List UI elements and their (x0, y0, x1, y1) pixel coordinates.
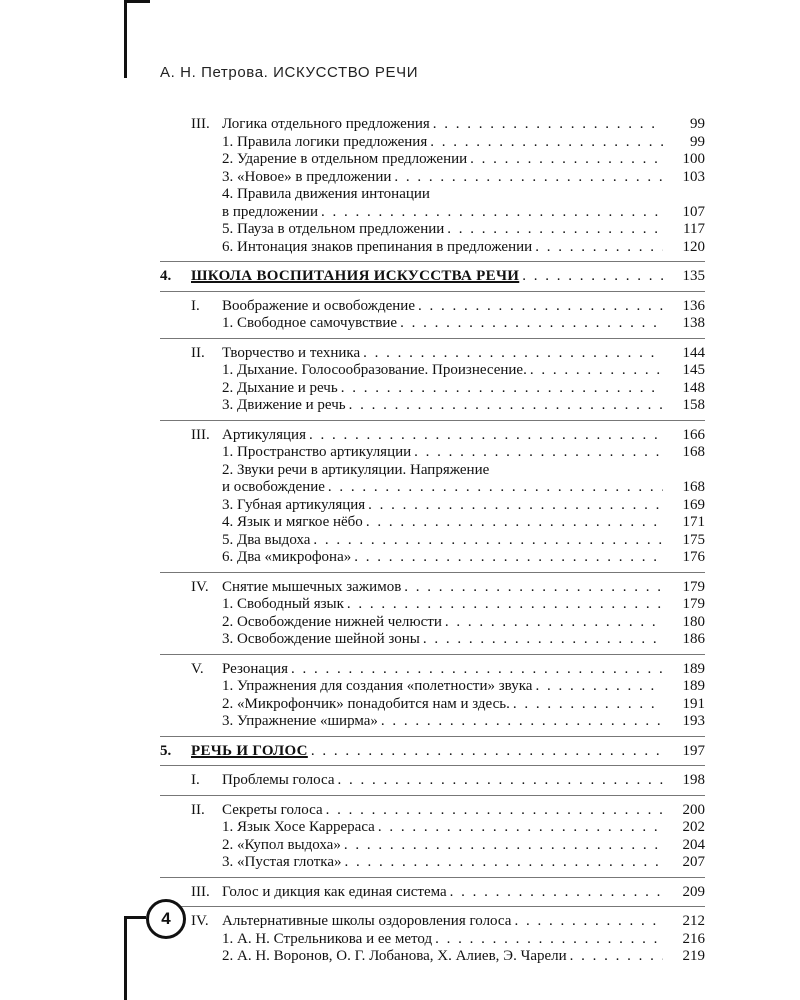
divider (160, 736, 705, 737)
toc-item[interactable] (160, 221, 705, 239)
divider (160, 261, 705, 262)
leader-dots (349, 397, 663, 415)
toc-item-title: 2. Дыхание и речь (222, 379, 338, 396)
toc-page: 120 (682, 238, 705, 255)
leader-dots (400, 315, 663, 333)
toc-page: 219 (682, 948, 705, 964)
toc-section[interactable] (160, 345, 705, 363)
toc-section[interactable] (160, 116, 705, 134)
toc-section-title: Артикуляция (222, 426, 306, 443)
toc-page: 136 (682, 297, 705, 314)
toc-section-title: Снятие мышечных зажимов (222, 578, 402, 595)
leader-dots (326, 802, 663, 820)
leader-dots (513, 696, 663, 714)
toc-page: 171 (682, 514, 705, 530)
toc-item-title: 1. А. Н. Стрельникова и ее метод (222, 930, 433, 947)
toc-page: 193 (682, 713, 705, 729)
leader-dots (291, 661, 663, 679)
toc-section-number: II. (191, 344, 205, 361)
toc-section-title: Голос и дикция как единая система (222, 883, 447, 900)
toc-page: 202 (682, 819, 705, 835)
toc-page: 180 (682, 613, 705, 630)
toc-item-title: 2. Звуки речи в артикуляции. Напряжение (222, 461, 490, 478)
toc-page: 209 (682, 883, 705, 900)
toc-page: 200 (682, 801, 705, 818)
toc-chapter[interactable] (160, 743, 705, 761)
toc-item[interactable] (160, 696, 705, 714)
toc-section[interactable] (160, 772, 705, 790)
toc-item-title: 2. «Купол выдоха» (222, 836, 341, 853)
frame-corner-bottom (124, 916, 127, 1000)
leader-dots (368, 497, 663, 515)
divider (160, 291, 705, 292)
page-number: 4 (161, 909, 171, 928)
leader-dots (338, 772, 664, 790)
toc-item-title: 1. Правила логики предложения (222, 133, 428, 150)
toc-page: 189 (682, 660, 705, 677)
leader-dots (447, 221, 663, 239)
toc-section-number: III. (191, 426, 210, 443)
toc-section-number: IV. (191, 913, 209, 929)
toc-page: 99 (690, 116, 705, 132)
toc-item-continuation[interactable] (160, 479, 705, 497)
toc-section-title: Творчество и техника (222, 344, 361, 361)
toc-item[interactable] (160, 931, 705, 949)
page-number-badge (146, 899, 186, 939)
toc-page: 169 (682, 496, 705, 513)
toc-page: 179 (682, 578, 705, 595)
toc-item[interactable] (160, 596, 705, 614)
toc-page: 191 (682, 695, 705, 712)
toc-item-title: 5. Пауза в отдельном предложении (222, 221, 445, 237)
toc-item-title: 1. Свободный язык (222, 596, 344, 612)
leader-dots (535, 239, 663, 257)
toc-section-title: Секреты голоса (222, 801, 323, 818)
leader-dots (514, 913, 663, 931)
leader-dots (381, 713, 663, 731)
toc-item[interactable] (160, 134, 705, 152)
toc-item[interactable] (160, 854, 705, 872)
toc-item-title: 2. «Микрофончик» понадобится нам и здесь. (222, 695, 510, 712)
toc-page: 175 (682, 531, 705, 548)
toc-item-title: 2. Ударение в отдельном предложении (222, 151, 468, 167)
toc-item-title: 3. «Новое» в предложении (222, 168, 392, 185)
toc-item-title: 1. Дыхание. Голосообразование. Произнесение. (222, 362, 527, 378)
leader-dots (535, 678, 663, 696)
toc-section-title: Альтернативные школы оздоровления голоса (222, 913, 512, 929)
toc-item-title: 2. А. Н. Воронов, О. Г. Лобанова, Х. Алиев, Э. Чарели (222, 948, 567, 964)
toc-item[interactable] (160, 239, 705, 257)
toc-page: 216 (682, 930, 705, 947)
toc-section-title: Воображение и освобождение (222, 297, 415, 314)
toc-item-title: в предложении (222, 203, 318, 220)
frame-corner-top (124, 0, 127, 78)
toc-page: 207 (682, 854, 705, 870)
toc-section-number: III. (191, 116, 210, 132)
leader-dots (470, 151, 663, 169)
leader-dots (344, 837, 663, 855)
leader-dots (321, 204, 663, 222)
running-head: А. Н. Петрова. ИСКУССТВО РЕЧИ (160, 64, 419, 81)
toc-item-title: 2. Освобождение нижней челюсти (222, 613, 442, 630)
toc-item[interactable] (160, 514, 705, 532)
frame-corner-bottom-tick (124, 916, 146, 919)
toc-section-number: V. (191, 660, 204, 677)
toc-section-number: IV. (191, 578, 209, 595)
toc-item[interactable] (160, 678, 705, 696)
toc-item-title: 6. Два «микрофона» (222, 549, 352, 565)
leader-dots (435, 931, 663, 949)
divider (160, 877, 705, 878)
leader-dots (313, 532, 663, 550)
leader-dots (363, 345, 663, 363)
toc-page: 103 (682, 168, 705, 185)
leader-dots (311, 743, 663, 761)
toc-item[interactable] (160, 397, 705, 415)
leader-dots (328, 479, 663, 497)
toc-chapter-number: 5. (160, 742, 172, 759)
toc-page: 135 (682, 268, 705, 284)
toc-item[interactable] (160, 462, 705, 480)
leader-dots (354, 549, 663, 567)
toc-page: 179 (682, 596, 705, 612)
toc-section[interactable] (160, 884, 705, 902)
toc-item-title: 1. Упражнения для создания «полетности» звука (222, 678, 533, 694)
toc-chapter-title: РЕЧЬ И ГОЛОС (191, 742, 308, 759)
toc-item-title: 3. Упражнение «ширма» (222, 713, 378, 729)
leader-dots (445, 614, 663, 632)
toc-section[interactable] (160, 427, 705, 445)
leader-dots (394, 169, 663, 187)
leader-dots (341, 380, 663, 398)
leader-dots (378, 819, 663, 837)
toc-page: 138 (682, 315, 705, 331)
leader-dots (433, 116, 663, 134)
toc-item-continuation[interactable] (160, 204, 705, 222)
toc-item-title: 4. Правила движения интонации (222, 186, 430, 202)
leader-dots (414, 444, 663, 462)
toc-item[interactable] (160, 549, 705, 567)
leader-dots (347, 596, 663, 614)
leader-dots (450, 884, 663, 902)
toc-page: 186 (682, 631, 705, 647)
toc-item[interactable] (160, 631, 705, 649)
toc-chapter-number: 4. (160, 268, 172, 284)
toc-page: 100 (682, 151, 705, 167)
toc-page: 144 (682, 344, 705, 361)
toc-item[interactable] (160, 614, 705, 632)
toc-item[interactable] (160, 948, 705, 966)
divider (160, 420, 705, 421)
toc-page: 148 (682, 379, 705, 396)
toc-item-title: 1. Свободное самочувствие (222, 315, 398, 331)
toc-section-title: Логика отдельного предложения (222, 116, 430, 132)
leader-dots (366, 514, 663, 532)
toc-page: 204 (682, 836, 705, 853)
toc-item-title: 6. Интонация знаков препинания в предложении (222, 238, 533, 255)
divider (160, 765, 705, 766)
divider (160, 338, 705, 339)
toc-item-title: 3. Движение и речь (222, 397, 346, 413)
toc-item-title: 3. Губная артикуляция (222, 496, 366, 513)
toc-section-number: III. (191, 883, 210, 900)
toc-section-title: Резонация (222, 660, 288, 677)
toc-chapter[interactable] (160, 268, 705, 286)
divider (160, 654, 705, 655)
toc-item-title: 4. Язык и мягкое нёбо (222, 514, 363, 530)
divider (160, 572, 705, 573)
toc-item[interactable] (160, 362, 705, 380)
toc-item[interactable] (160, 837, 705, 855)
toc-item[interactable] (160, 819, 705, 837)
toc-chapter-title: ШКОЛА ВОСПИТАНИЯ ИСКУССТВА РЕЧИ (191, 268, 520, 284)
toc-page: 117 (683, 221, 705, 237)
leader-dots (423, 631, 663, 649)
frame-corner-top-tick (124, 0, 150, 3)
toc-item[interactable] (160, 444, 705, 462)
toc-section-number: I. (191, 297, 200, 314)
leader-dots (345, 854, 664, 872)
toc-item-title: 1. Язык Хосе Каррераса (222, 819, 375, 835)
toc-section[interactable] (160, 802, 705, 820)
toc-page: 99 (690, 133, 705, 150)
leader-dots (404, 579, 663, 597)
toc-section-title: Проблемы голоса (222, 772, 335, 788)
toc-page: 198 (682, 772, 705, 788)
toc-page: 197 (682, 742, 705, 759)
toc-item[interactable] (160, 169, 705, 187)
leader-dots (570, 948, 663, 966)
toc-item[interactable] (160, 186, 705, 204)
toc-item-title: 5. Два выдоха (222, 531, 311, 548)
leader-dots (309, 427, 663, 445)
toc-section[interactable] (160, 913, 705, 931)
toc-section[interactable] (160, 579, 705, 597)
toc-section[interactable] (160, 298, 705, 316)
toc-page: 212 (682, 913, 705, 929)
divider (160, 906, 705, 907)
toc-page: 189 (682, 678, 705, 694)
toc-page: 158 (682, 397, 705, 413)
toc-section[interactable] (160, 661, 705, 679)
leader-dots (430, 134, 663, 152)
toc-page: 168 (682, 444, 705, 460)
toc-item[interactable] (160, 380, 705, 398)
toc-item-title: 3. Освобождение шейной зоны (222, 631, 420, 647)
leader-dots (530, 362, 663, 380)
toc-page: 145 (682, 362, 705, 378)
toc-item[interactable] (160, 497, 705, 515)
leader-dots (418, 298, 663, 316)
toc-item-title: 3. «Пустая глотка» (222, 854, 342, 870)
toc-page: 107 (682, 203, 705, 220)
leader-dots (522, 268, 663, 286)
divider (160, 795, 705, 796)
toc-item-title: и освобождение (222, 479, 325, 495)
toc-item[interactable] (160, 315, 705, 333)
toc-page: 166 (682, 426, 705, 443)
toc-item[interactable] (160, 713, 705, 731)
toc-section-number: II. (191, 801, 205, 818)
table-of-contents (160, 116, 705, 966)
toc-item-title: 1. Пространство артикуляции (222, 444, 412, 460)
toc-page: 168 (682, 479, 705, 495)
toc-item[interactable] (160, 151, 705, 169)
toc-section-number: I. (191, 772, 200, 788)
toc-page: 176 (682, 549, 705, 565)
toc-item[interactable] (160, 532, 705, 550)
